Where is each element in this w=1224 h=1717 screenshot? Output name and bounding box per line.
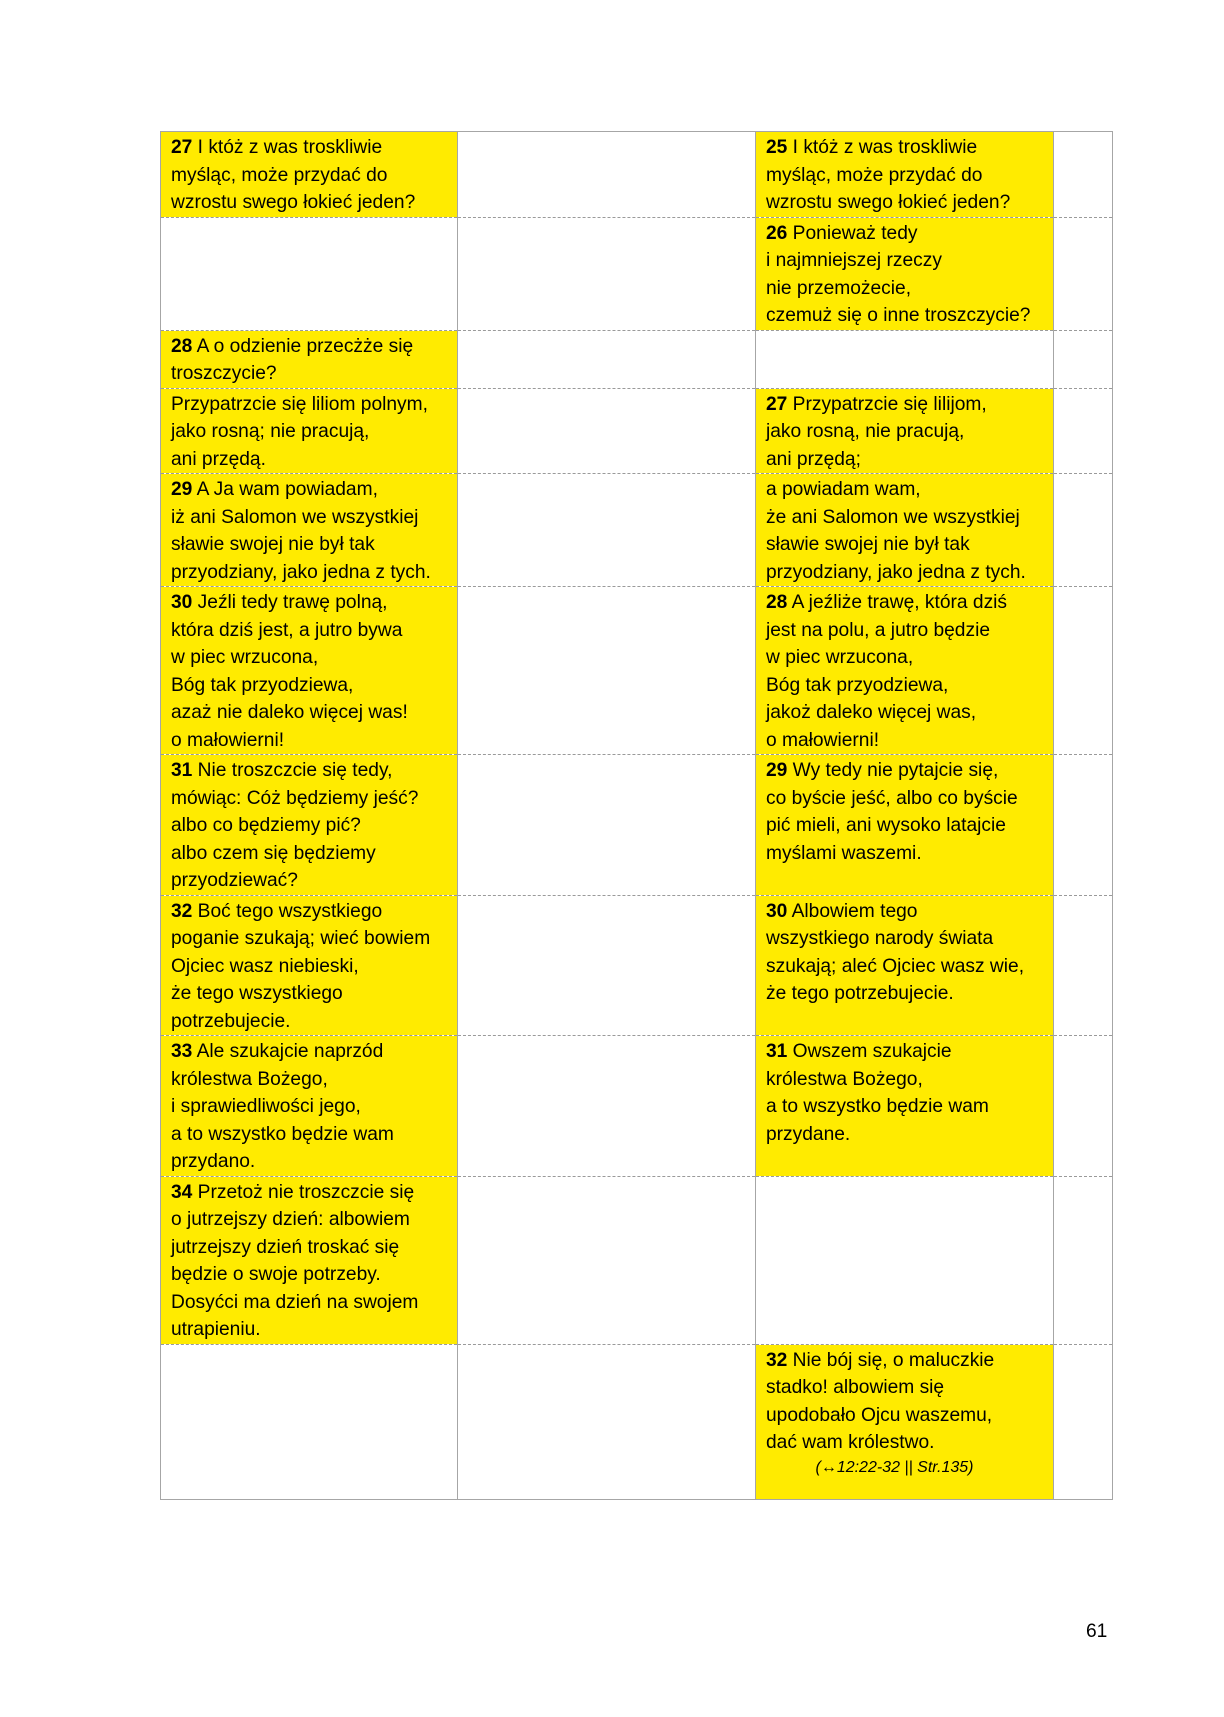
empty-cell (458, 1036, 756, 1177)
left-verse-cell (161, 388, 458, 474)
left-verse-cell (161, 1176, 458, 1344)
left-verse-cell (161, 587, 458, 755)
empty-cell (1054, 895, 1113, 1036)
right-verse-cell (756, 755, 1054, 896)
empty-cell (458, 330, 756, 388)
verse-text: A o odzienie przecżże się troszczycie? (171, 335, 414, 384)
empty-cell (458, 474, 756, 587)
verse-text: Przypatrzcie się lilijom, jako rosną, nie pracują, ani przędą; (766, 393, 987, 470)
empty-cell (1054, 330, 1113, 388)
verse-text: I któż z was troskliwie myśląc, może przydać do wzrostu swego łokieć jeden? (766, 137, 1011, 213)
empty-cell (458, 587, 756, 755)
table-row (161, 1176, 1113, 1344)
table-row (161, 388, 1113, 474)
page-number: 61 (1086, 1621, 1108, 1642)
empty-cell (458, 895, 756, 1036)
verse-number: 30 (766, 900, 788, 922)
right-verse-cell (756, 1036, 1054, 1177)
verse-text: Ale szukajcie naprzód królestwa Bożego, i sprawiedliwości jego, a to wszystko będzie wam przydano. (171, 1041, 394, 1172)
empty-cell (1054, 1176, 1113, 1344)
verse-number: 30 (171, 592, 193, 613)
verse-text: Nie bój się, o maluczkie stadko! albowiem się upodobało Ojcu waszemu, dać wam królestwo. (766, 1349, 995, 1453)
empty-cell (458, 217, 756, 330)
verse-text: Ponieważ tedy i najmniejszej rzeczy nie przemożecie, czemuż się o inne troszczycie? (766, 222, 1031, 326)
right-verse-cell (756, 474, 1054, 587)
left-verse-cell (161, 132, 458, 218)
verse-number: 27 (171, 137, 193, 158)
verse-number: 28 (171, 335, 193, 357)
verse-text: Jeźli tedy trawę polną, która dziś jest, a jutro bywa w piec wrzucona, Bóg tak przyodziewa, azaż nie daleko więcej was! o małowierni! (171, 592, 408, 751)
verse-text: Przetoż nie troszczcie się o jutrzejszy dzień: albowiem jutrzejszy dzień troskać się będzie o swoje potrzeby. Dosyćci ma dzień na swojem utrapieniu. (171, 1181, 419, 1340)
verse-text: A jeźliże trawę, która dziś jest na polu, a jutro będzie w piec wrzucona, Bóg tak przyodziewa, jakoż daleko więcej was, o małowierni! (766, 592, 1008, 751)
right-verse-cell (756, 587, 1054, 755)
table-row (161, 587, 1113, 755)
empty-cell (458, 388, 756, 474)
verse-number: 29 (171, 479, 193, 500)
verse-text: Boć tego wszystkiego poganie szukają; wieć bowiem Ojciec wasz niebieski, że tego wszystkiego potrzebujecie. (171, 900, 431, 1032)
right-verse-cell (756, 388, 1054, 474)
verse-text: Wy tedy nie pytajcie się, co byście jeść, albo co byście pić mieli, ani wysoko latajcie myślami waszemi. (766, 760, 1018, 864)
verse-number: 27 (766, 393, 788, 415)
right-verse-cell (756, 895, 1054, 1036)
verse-text: Nie troszczcie się tedy, mówiąc: Cóż będziemy jeść? albo co będziemy pić? albo czem się będziemy przyodziewać? (171, 760, 419, 891)
empty-cell (1054, 474, 1113, 587)
verse-text: a powiadam wam, że ani Salomon we wszystkiej sławie swojej nie był tak przyodziany, jako jedna z tych. (766, 479, 1026, 583)
left-verse-cell (161, 895, 458, 1036)
empty-cell (458, 132, 756, 218)
table-row (161, 330, 1113, 388)
empty-cell (1054, 755, 1113, 896)
left-verse-cell (161, 330, 458, 388)
verse-text: Przypatrzcie się liliom polnym, jako rosną; nie pracują, ani przędą. (171, 393, 428, 470)
left-verse-cell (161, 755, 458, 896)
empty-cell (756, 330, 1054, 388)
left-verse-cell (161, 474, 458, 587)
verse-number: 32 (171, 900, 193, 922)
verse-text: Albowiem tego wszystkiego narody świata szukają; aleć Ojciec wasz wie, że tego potrzebujecie. (766, 900, 1025, 1004)
verse-number: 32 (766, 1349, 788, 1371)
right-verse-cell (756, 1344, 1054, 1499)
table-row (161, 217, 1113, 330)
synopsis-table (160, 131, 1113, 1500)
verse-number: 31 (766, 1041, 788, 1062)
right-verse-cell (756, 217, 1054, 330)
table-row (161, 755, 1113, 896)
verse-number: 25 (766, 137, 788, 158)
verse-text: A Ja wam powiadam, iż ani Salomon we wszystkiej sławie swojej nie był tak przyodziany, jako jedna z tych. (171, 479, 431, 583)
verse-number: 26 (766, 222, 788, 244)
left-verse-cell (161, 1036, 458, 1177)
empty-cell (1054, 388, 1113, 474)
table-row (161, 1344, 1113, 1499)
empty-cell (1054, 1036, 1113, 1177)
empty-cell (458, 1344, 756, 1499)
empty-cell (756, 1176, 1054, 1344)
table-row (161, 1036, 1113, 1177)
table-row (161, 474, 1113, 587)
verse-number: 33 (171, 1041, 193, 1062)
verse-number: 31 (171, 760, 193, 781)
empty-cell (1054, 217, 1113, 330)
verse-number: 28 (766, 592, 788, 613)
empty-cell (161, 217, 458, 330)
cross-reference: (↔12:22-32 || Str.135) (815, 1458, 974, 1476)
verse-text: Owszem szukajcie królestwa Bożego, a to wszystko będzie wam przydane. (766, 1041, 989, 1145)
empty-cell (161, 1344, 458, 1499)
empty-cell (1054, 132, 1113, 218)
empty-cell (458, 755, 756, 896)
empty-cell (1054, 1344, 1113, 1499)
verse-number: 34 (171, 1181, 193, 1203)
empty-cell (458, 1176, 756, 1344)
verse-number: 29 (766, 760, 788, 781)
empty-cell (1054, 587, 1113, 755)
verse-text: I któż z was troskliwie myśląc, może przydać do wzrostu swego łokieć jeden? (171, 137, 416, 213)
table-row (161, 132, 1113, 218)
right-verse-cell (756, 132, 1054, 218)
table-row (161, 895, 1113, 1036)
